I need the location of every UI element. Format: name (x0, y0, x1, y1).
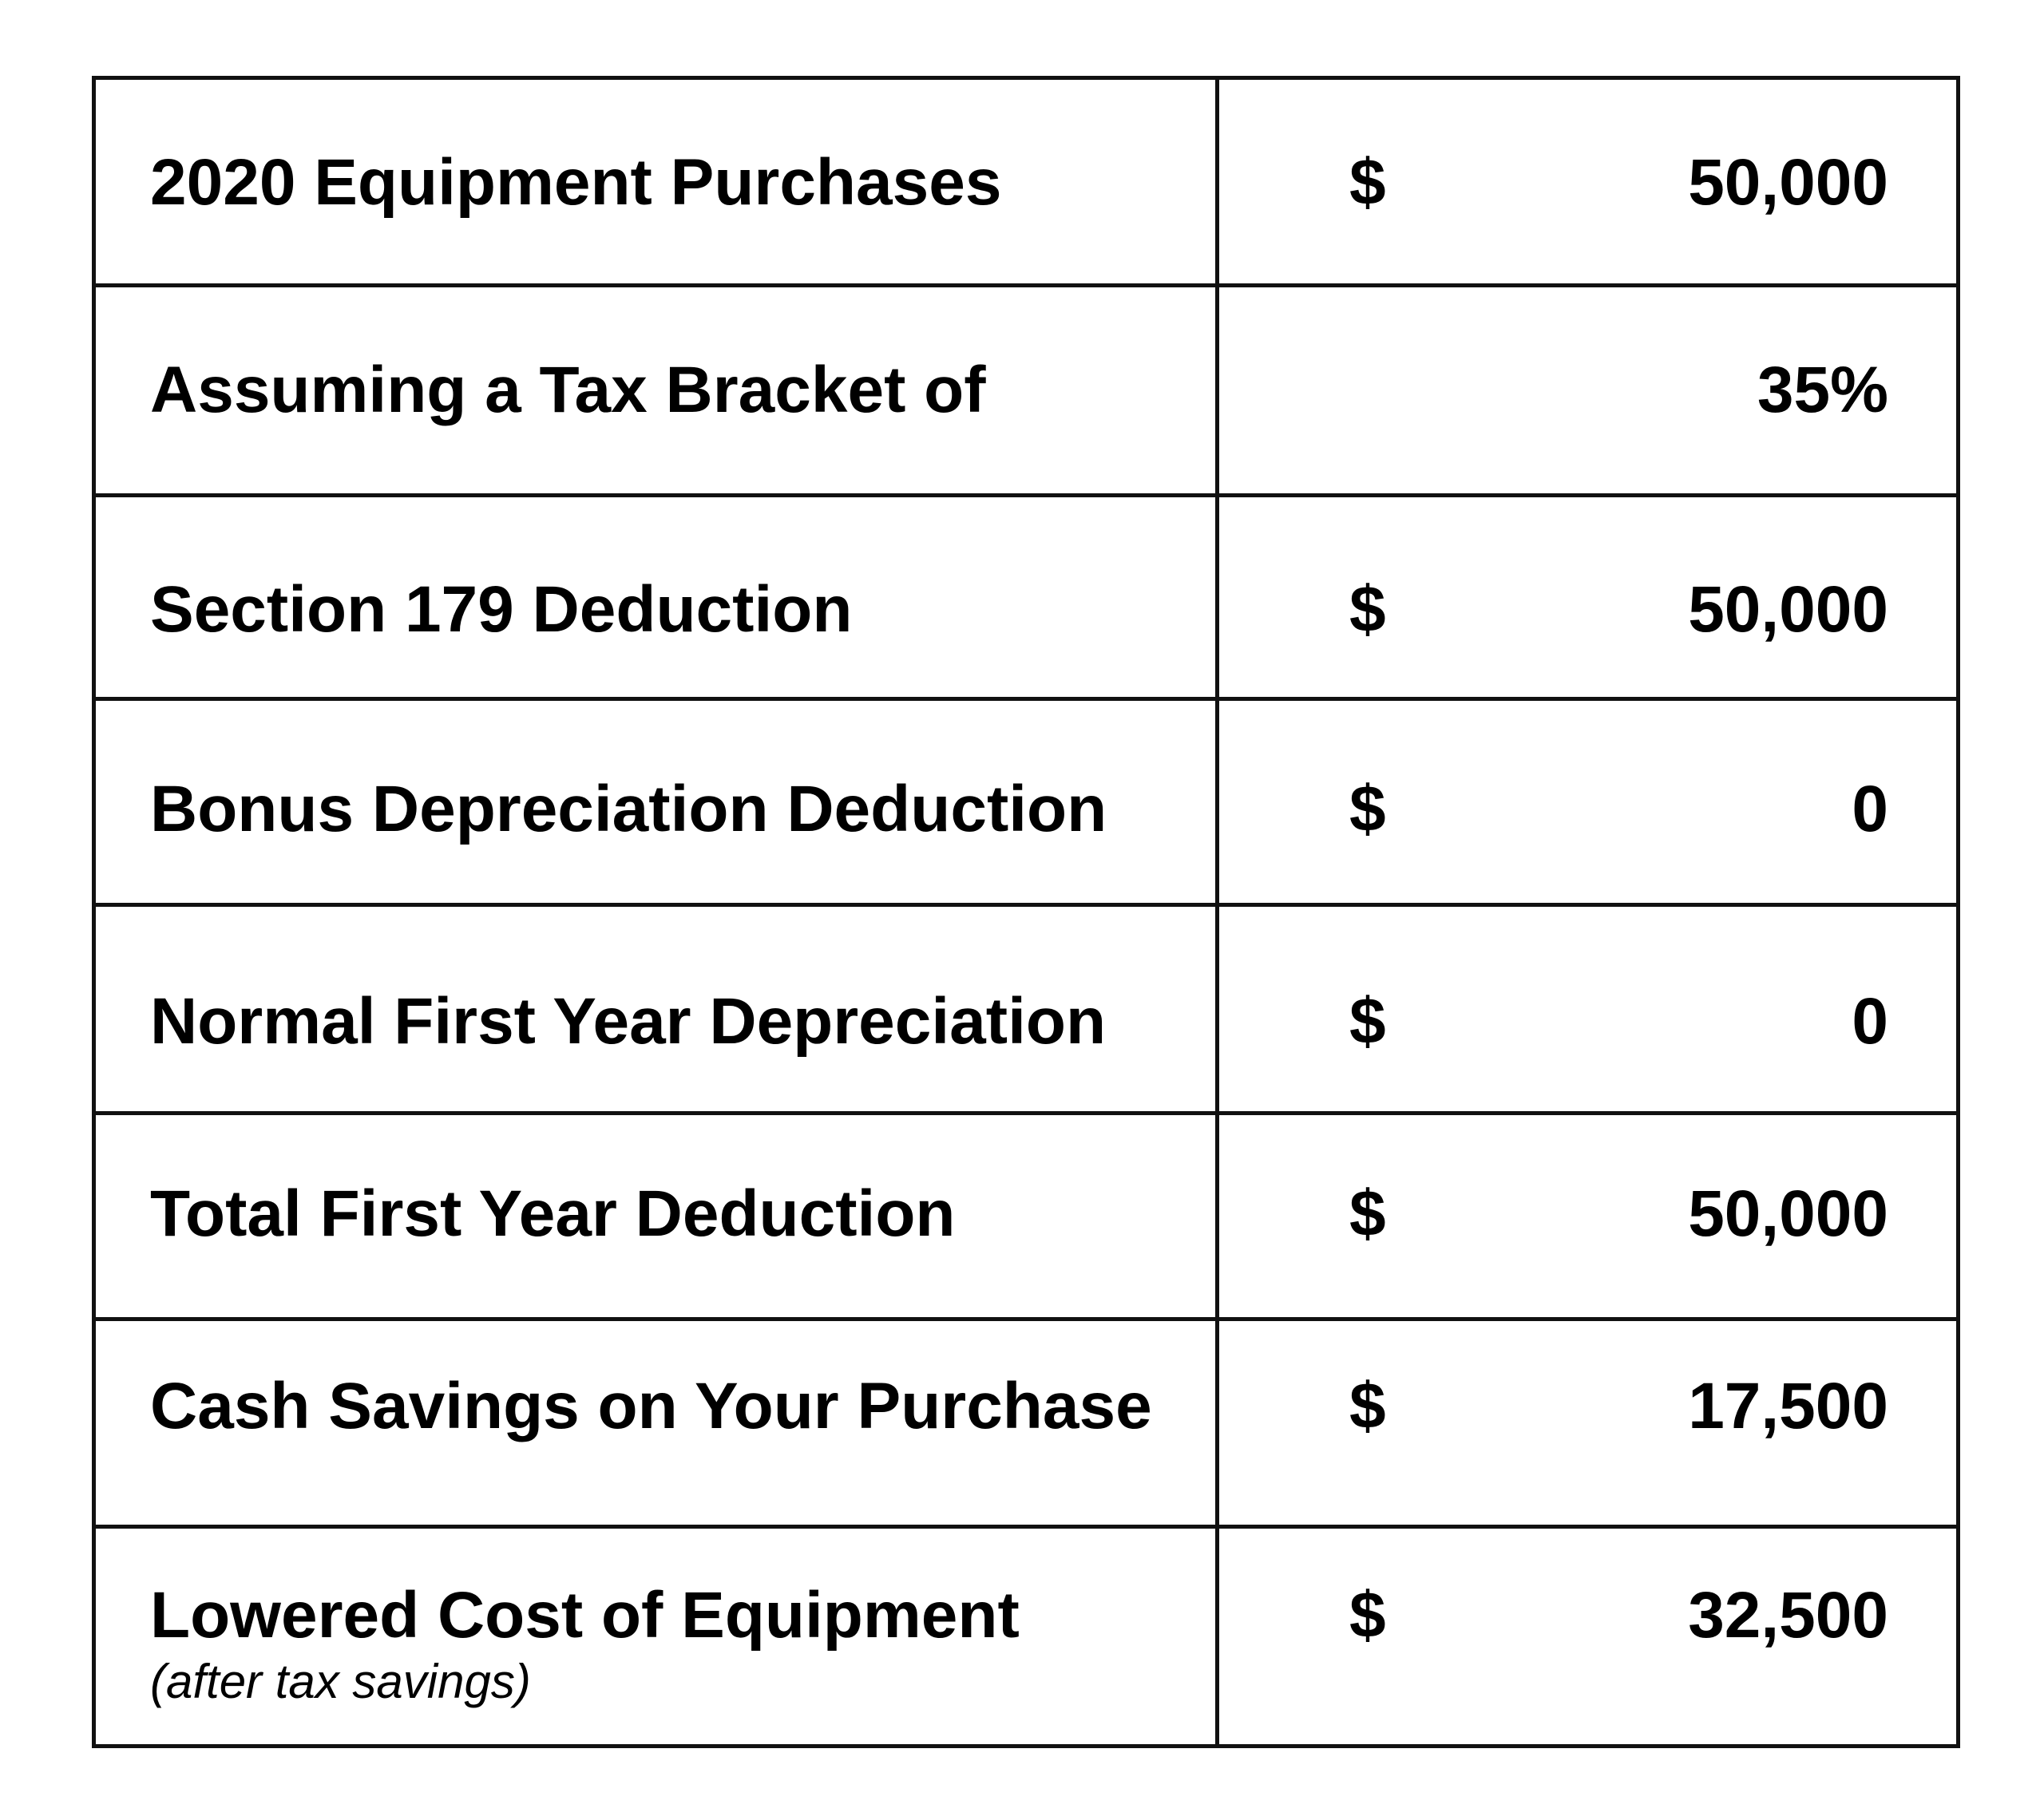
currency-symbol: $ (1349, 1177, 1386, 1250)
currency-symbol: $ (1349, 985, 1386, 1058)
currency-symbol: $ (1349, 573, 1386, 646)
currency-symbol: $ (1349, 1579, 1386, 1652)
row-value: 32,500 (1688, 1579, 1888, 1652)
table-row-tax-bracket (96, 287, 1956, 497)
row-label: Section 179 Deduction (150, 573, 853, 646)
row-value: 50,000 (1688, 1177, 1888, 1250)
currency-symbol: $ (1349, 773, 1386, 845)
row-value: 50,000 (1688, 573, 1888, 646)
table-row-total-first-year-deduction (96, 1115, 1956, 1321)
row-value: 17,500 (1688, 1370, 1888, 1442)
section-179-savings-table (92, 76, 1960, 1748)
table-row-cash-savings (96, 1321, 1956, 1529)
table-row-equipment-purchases (96, 80, 1956, 287)
table-row-section-179-deduction (96, 497, 1956, 701)
row-label: Cash Savings on Your Purchase (150, 1370, 1152, 1442)
row-value: 0 (1852, 773, 1888, 845)
row-label: Lowered Cost of Equipment (150, 1579, 1020, 1652)
currency-symbol: $ (1349, 1370, 1386, 1442)
row-label: Assuming a Tax Bracket of (150, 354, 986, 426)
table-row-bonus-depreciation (96, 701, 1956, 907)
table-row-normal-first-year-depreciation (96, 907, 1956, 1115)
row-label: 2020 Equipment Purchases (150, 146, 1002, 219)
row-value: 50,000 (1688, 146, 1888, 219)
currency-symbol: $ (1349, 146, 1386, 219)
row-sublabel: (after tax savings) (150, 1655, 531, 1708)
row-value: 0 (1852, 985, 1888, 1058)
table-row-lowered-cost (96, 1529, 1956, 1748)
row-label: Total First Year Deduction (150, 1177, 956, 1250)
row-label: Bonus Depreciation Deduction (150, 773, 1107, 845)
row-value: 35% (1757, 354, 1888, 426)
row-label: Normal First Year Depreciation (150, 985, 1107, 1058)
